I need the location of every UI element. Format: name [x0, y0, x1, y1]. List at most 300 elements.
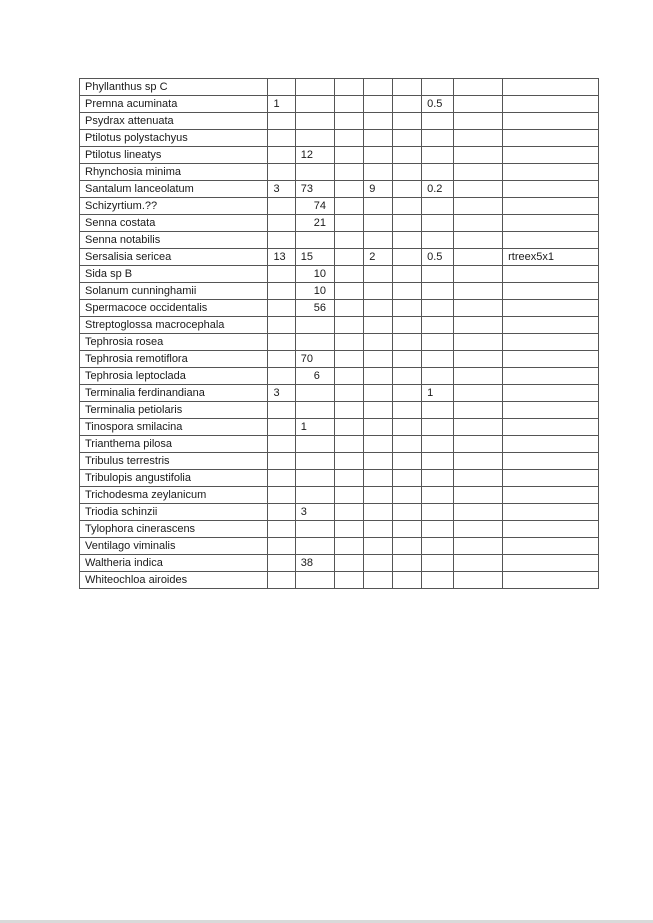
value-cell-4 — [364, 385, 392, 402]
value-cell-1 — [268, 232, 295, 249]
table-row — [80, 402, 599, 419]
value-cell-7 — [453, 334, 502, 351]
value-cell-5 — [392, 470, 421, 487]
value-cell-6 — [422, 198, 454, 215]
species-name-cell: Trianthema pilosa — [80, 436, 268, 453]
species-name-cell: Waltheria indica — [80, 555, 268, 572]
value-cell-1 — [268, 130, 295, 147]
table-row — [80, 538, 599, 555]
value-cell-3 — [334, 130, 363, 147]
value-cell-7 — [453, 385, 502, 402]
value-cell-5 — [392, 504, 421, 521]
value-cell-5 — [392, 368, 421, 385]
species-name-cell: Senna notabilis — [80, 232, 268, 249]
table-row — [80, 113, 599, 130]
value-cell-1 — [268, 266, 295, 283]
value-cell-5 — [392, 181, 421, 198]
value-cell-3 — [334, 164, 363, 181]
value-cell-3 — [334, 521, 363, 538]
value-cell-5 — [392, 300, 421, 317]
value-cell-7 — [453, 300, 502, 317]
value-cell-4 — [364, 164, 392, 181]
value-cell-3 — [334, 385, 363, 402]
value-cell-3 — [334, 198, 363, 215]
species-name-cell: Schizyrtium.?? — [80, 198, 268, 215]
species-name-cell: Premna acuminata — [80, 96, 268, 113]
value-cell-6 — [422, 130, 454, 147]
value-cell-5 — [392, 453, 421, 470]
value-cell-2: 38 — [295, 555, 334, 572]
species-name-cell: Tinospora smilacina — [80, 419, 268, 436]
value-cell-3 — [334, 232, 363, 249]
value-cell-6: 1 — [422, 385, 454, 402]
value-cell-3 — [334, 300, 363, 317]
value-cell-1 — [268, 470, 295, 487]
value-cell-7 — [453, 368, 502, 385]
species-name-cell: Tribulus terrestris — [80, 453, 268, 470]
value-cell-4 — [364, 334, 392, 351]
species-name-cell: Whiteochloa airoides — [80, 572, 268, 589]
value-cell-4 — [364, 368, 392, 385]
notes-cell — [503, 130, 599, 147]
value-cell-5 — [392, 266, 421, 283]
value-cell-6: 0.5 — [422, 249, 454, 266]
value-cell-3 — [334, 487, 363, 504]
value-cell-3 — [334, 419, 363, 436]
value-cell-5 — [392, 521, 421, 538]
species-name-cell: Terminalia ferdinandiana — [80, 385, 268, 402]
value-cell-5 — [392, 283, 421, 300]
notes-cell — [503, 96, 599, 113]
table-row — [80, 147, 599, 164]
table-row — [80, 351, 599, 368]
value-cell-2: 70 — [295, 351, 334, 368]
value-cell-6 — [422, 453, 454, 470]
value-cell-4 — [364, 317, 392, 334]
value-cell-6 — [422, 521, 454, 538]
value-cell-5 — [392, 351, 421, 368]
value-cell-2: 73 — [295, 181, 334, 198]
table-row — [80, 164, 599, 181]
value-cell-4 — [364, 521, 392, 538]
value-cell-5 — [392, 385, 421, 402]
value-cell-7 — [453, 266, 502, 283]
notes-cell — [503, 232, 599, 249]
species-name-cell: Ptilotus polystachyus — [80, 130, 268, 147]
value-cell-7 — [453, 419, 502, 436]
value-cell-7 — [453, 283, 502, 300]
value-cell-2 — [295, 79, 334, 96]
notes-cell — [503, 436, 599, 453]
species-name-cell: Tribulopis angustifolia — [80, 470, 268, 487]
value-cell-7 — [453, 113, 502, 130]
value-cell-2: 56 — [295, 300, 334, 317]
value-cell-1 — [268, 164, 295, 181]
value-cell-6 — [422, 351, 454, 368]
value-cell-5 — [392, 419, 421, 436]
value-cell-2 — [295, 572, 334, 589]
value-cell-2: 3 — [295, 504, 334, 521]
notes-cell — [503, 79, 599, 96]
species-name-cell: Senna costata — [80, 215, 268, 232]
value-cell-3 — [334, 96, 363, 113]
value-cell-7 — [453, 453, 502, 470]
value-cell-3 — [334, 504, 363, 521]
value-cell-2 — [295, 113, 334, 130]
notes-cell — [503, 385, 599, 402]
notes-cell — [503, 487, 599, 504]
value-cell-7 — [453, 232, 502, 249]
table-row — [80, 385, 599, 402]
value-cell-5 — [392, 487, 421, 504]
value-cell-1 — [268, 538, 295, 555]
value-cell-1 — [268, 453, 295, 470]
value-cell-4 — [364, 572, 392, 589]
notes-cell — [503, 555, 599, 572]
value-cell-6 — [422, 487, 454, 504]
value-cell-3 — [334, 555, 363, 572]
table-row — [80, 555, 599, 572]
value-cell-7 — [453, 555, 502, 572]
table-row — [80, 181, 599, 198]
value-cell-6 — [422, 419, 454, 436]
value-cell-6 — [422, 147, 454, 164]
value-cell-1: 13 — [268, 249, 295, 266]
value-cell-1 — [268, 283, 295, 300]
species-name-cell: Sida sp B — [80, 266, 268, 283]
table-row — [80, 283, 599, 300]
value-cell-6 — [422, 368, 454, 385]
notes-cell — [503, 419, 599, 436]
notes-cell: rtreex5x1 — [503, 249, 599, 266]
value-cell-7 — [453, 538, 502, 555]
table-row — [80, 521, 599, 538]
value-cell-2 — [295, 521, 334, 538]
species-name-cell: Rhynchosia minima — [80, 164, 268, 181]
value-cell-7 — [453, 504, 502, 521]
value-cell-2 — [295, 487, 334, 504]
value-cell-5 — [392, 317, 421, 334]
species-name-cell: Triodia schinzii — [80, 504, 268, 521]
value-cell-5 — [392, 147, 421, 164]
notes-cell — [503, 521, 599, 538]
value-cell-2: 10 — [295, 266, 334, 283]
value-cell-6: 0.5 — [422, 96, 454, 113]
value-cell-7 — [453, 249, 502, 266]
value-cell-1 — [268, 215, 295, 232]
value-cell-4 — [364, 555, 392, 572]
value-cell-6 — [422, 555, 454, 572]
value-cell-5 — [392, 96, 421, 113]
value-cell-6 — [422, 300, 454, 317]
value-cell-6 — [422, 215, 454, 232]
value-cell-2 — [295, 130, 334, 147]
table-row — [80, 368, 599, 385]
value-cell-4 — [364, 419, 392, 436]
value-cell-5 — [392, 555, 421, 572]
value-cell-7 — [453, 215, 502, 232]
value-cell-1 — [268, 351, 295, 368]
notes-cell — [503, 504, 599, 521]
value-cell-5 — [392, 334, 421, 351]
value-cell-4 — [364, 504, 392, 521]
value-cell-2: 1 — [295, 419, 334, 436]
species-name-cell: Tylophora cinerascens — [80, 521, 268, 538]
table-row — [80, 266, 599, 283]
value-cell-4 — [364, 453, 392, 470]
table-row — [80, 317, 599, 334]
table-row — [80, 249, 599, 266]
value-cell-6 — [422, 79, 454, 96]
value-cell-7 — [453, 521, 502, 538]
value-cell-3 — [334, 351, 363, 368]
table-row — [80, 487, 599, 504]
table-row — [80, 504, 599, 521]
value-cell-3 — [334, 436, 363, 453]
value-cell-4 — [364, 147, 392, 164]
value-cell-5 — [392, 436, 421, 453]
value-cell-4 — [364, 130, 392, 147]
value-cell-3 — [334, 572, 363, 589]
table-row — [80, 232, 599, 249]
value-cell-7 — [453, 96, 502, 113]
value-cell-7 — [453, 130, 502, 147]
value-cell-5 — [392, 130, 421, 147]
value-cell-6 — [422, 317, 454, 334]
value-cell-3 — [334, 368, 363, 385]
value-cell-3 — [334, 470, 363, 487]
value-cell-3 — [334, 283, 363, 300]
value-cell-3 — [334, 79, 363, 96]
value-cell-2 — [295, 232, 334, 249]
value-cell-4 — [364, 215, 392, 232]
table-row — [80, 215, 599, 232]
value-cell-6 — [422, 266, 454, 283]
value-cell-1 — [268, 487, 295, 504]
value-cell-1 — [268, 147, 295, 164]
value-cell-2: 74 — [295, 198, 334, 215]
species-name-cell: Psydrax attenuata — [80, 113, 268, 130]
value-cell-7 — [453, 164, 502, 181]
value-cell-3 — [334, 147, 363, 164]
table-row — [80, 300, 599, 317]
value-cell-1 — [268, 79, 295, 96]
species-name-cell: Terminalia petiolaris — [80, 402, 268, 419]
notes-cell — [503, 453, 599, 470]
value-cell-1 — [268, 198, 295, 215]
value-cell-5 — [392, 538, 421, 555]
value-cell-1 — [268, 504, 295, 521]
value-cell-2 — [295, 538, 334, 555]
value-cell-7 — [453, 402, 502, 419]
value-cell-1: 3 — [268, 385, 295, 402]
value-cell-4 — [364, 436, 392, 453]
table-row — [80, 470, 599, 487]
notes-cell — [503, 470, 599, 487]
value-cell-4 — [364, 487, 392, 504]
notes-cell — [503, 368, 599, 385]
notes-cell — [503, 266, 599, 283]
value-cell-7 — [453, 147, 502, 164]
value-cell-4 — [364, 283, 392, 300]
value-cell-1: 1 — [268, 96, 295, 113]
value-cell-4: 9 — [364, 181, 392, 198]
value-cell-2: 15 — [295, 249, 334, 266]
value-cell-3 — [334, 402, 363, 419]
value-cell-3 — [334, 538, 363, 555]
species-name-cell: Tephrosia leptoclada — [80, 368, 268, 385]
value-cell-6 — [422, 164, 454, 181]
notes-cell — [503, 334, 599, 351]
value-cell-2 — [295, 96, 334, 113]
table-row — [80, 334, 599, 351]
value-cell-1 — [268, 113, 295, 130]
value-cell-5 — [392, 79, 421, 96]
value-cell-2 — [295, 334, 334, 351]
value-cell-5 — [392, 249, 421, 266]
notes-cell — [503, 113, 599, 130]
species-name-cell: Santalum lanceolatum — [80, 181, 268, 198]
value-cell-4 — [364, 232, 392, 249]
notes-cell — [503, 317, 599, 334]
value-cell-3 — [334, 266, 363, 283]
value-cell-2 — [295, 453, 334, 470]
value-cell-4 — [364, 96, 392, 113]
notes-cell — [503, 572, 599, 589]
value-cell-7 — [453, 198, 502, 215]
value-cell-7 — [453, 79, 502, 96]
value-cell-5 — [392, 402, 421, 419]
value-cell-7 — [453, 317, 502, 334]
value-cell-2 — [295, 317, 334, 334]
value-cell-6 — [422, 436, 454, 453]
table-row — [80, 96, 599, 113]
value-cell-5 — [392, 198, 421, 215]
value-cell-3 — [334, 334, 363, 351]
species-name-cell: Tephrosia rosea — [80, 334, 268, 351]
value-cell-3 — [334, 215, 363, 232]
notes-cell — [503, 215, 599, 232]
value-cell-1 — [268, 572, 295, 589]
species-table — [79, 78, 599, 589]
notes-cell — [503, 402, 599, 419]
value-cell-2 — [295, 470, 334, 487]
table-row — [80, 419, 599, 436]
value-cell-7 — [453, 470, 502, 487]
table-row — [80, 436, 599, 453]
species-name-cell: Sersalisia sericea — [80, 249, 268, 266]
value-cell-1 — [268, 317, 295, 334]
species-name-cell: Solanum cunninghamii — [80, 283, 268, 300]
notes-cell — [503, 283, 599, 300]
value-cell-7 — [453, 181, 502, 198]
value-cell-4 — [364, 351, 392, 368]
value-cell-3 — [334, 181, 363, 198]
value-cell-4 — [364, 300, 392, 317]
value-cell-2: 6 — [295, 368, 334, 385]
value-cell-6: 0.2 — [422, 181, 454, 198]
value-cell-2 — [295, 402, 334, 419]
value-cell-1 — [268, 368, 295, 385]
notes-cell — [503, 538, 599, 555]
value-cell-4 — [364, 266, 392, 283]
value-cell-4: 2 — [364, 249, 392, 266]
value-cell-1 — [268, 419, 295, 436]
value-cell-6 — [422, 470, 454, 487]
value-cell-7 — [453, 487, 502, 504]
value-cell-6 — [422, 113, 454, 130]
value-cell-6 — [422, 334, 454, 351]
value-cell-5 — [392, 113, 421, 130]
value-cell-6 — [422, 572, 454, 589]
species-name-cell: Ptilotus lineatys — [80, 147, 268, 164]
table-row — [80, 79, 599, 96]
value-cell-6 — [422, 232, 454, 249]
value-cell-3 — [334, 113, 363, 130]
value-cell-1 — [268, 402, 295, 419]
table-row — [80, 453, 599, 470]
value-cell-4 — [364, 470, 392, 487]
value-cell-2: 10 — [295, 283, 334, 300]
notes-cell — [503, 300, 599, 317]
species-name-cell: Streptoglossa macrocephala — [80, 317, 268, 334]
value-cell-6 — [422, 283, 454, 300]
value-cell-4 — [364, 402, 392, 419]
value-cell-2 — [295, 436, 334, 453]
value-cell-1: 3 — [268, 181, 295, 198]
notes-cell — [503, 181, 599, 198]
value-cell-4 — [364, 538, 392, 555]
notes-cell — [503, 147, 599, 164]
value-cell-3 — [334, 317, 363, 334]
value-cell-1 — [268, 521, 295, 538]
value-cell-6 — [422, 504, 454, 521]
species-name-cell: Tephrosia remotiflora — [80, 351, 268, 368]
notes-cell — [503, 351, 599, 368]
table-row — [80, 572, 599, 589]
value-cell-5 — [392, 215, 421, 232]
value-cell-7 — [453, 351, 502, 368]
value-cell-1 — [268, 334, 295, 351]
value-cell-2 — [295, 385, 334, 402]
value-cell-6 — [422, 402, 454, 419]
value-cell-2: 12 — [295, 147, 334, 164]
value-cell-3 — [334, 249, 363, 266]
value-cell-1 — [268, 300, 295, 317]
value-cell-2 — [295, 164, 334, 181]
table-row — [80, 198, 599, 215]
species-name-cell: Trichodesma zeylanicum — [80, 487, 268, 504]
value-cell-5 — [392, 164, 421, 181]
notes-cell — [503, 164, 599, 181]
value-cell-4 — [364, 113, 392, 130]
value-cell-4 — [364, 198, 392, 215]
species-name-cell: Spermacoce occidentalis — [80, 300, 268, 317]
value-cell-1 — [268, 555, 295, 572]
value-cell-5 — [392, 572, 421, 589]
species-name-cell: Ventilago viminalis — [80, 538, 268, 555]
value-cell-7 — [453, 436, 502, 453]
table-row — [80, 130, 599, 147]
value-cell-5 — [392, 232, 421, 249]
value-cell-6 — [422, 538, 454, 555]
value-cell-3 — [334, 453, 363, 470]
value-cell-4 — [364, 79, 392, 96]
value-cell-2: 21 — [295, 215, 334, 232]
value-cell-1 — [268, 436, 295, 453]
notes-cell — [503, 198, 599, 215]
species-name-cell: Phyllanthus sp C — [80, 79, 268, 96]
